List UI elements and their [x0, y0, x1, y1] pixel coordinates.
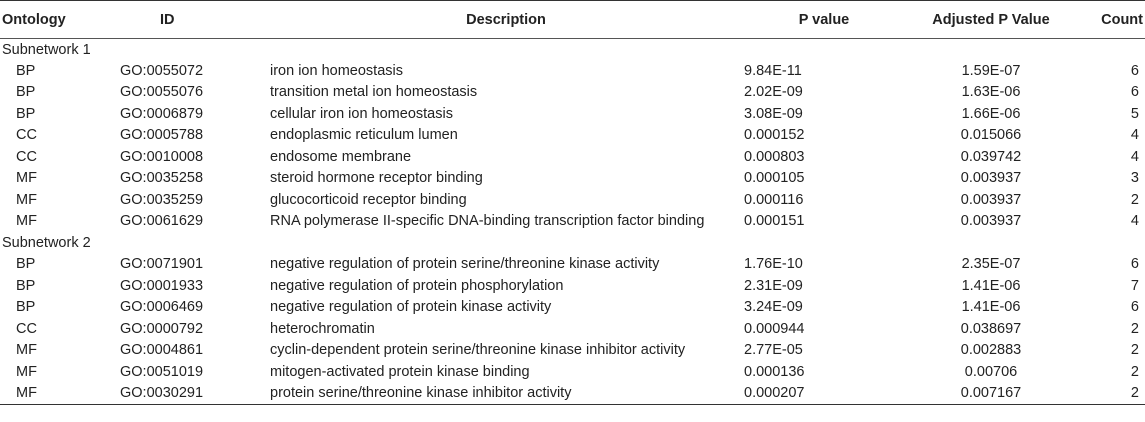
header-p-value: P value — [744, 1, 904, 39]
cell-ontology: BP — [16, 256, 36, 273]
section-row — [0, 39, 1145, 61]
cell-p-value: 0.000207 — [744, 383, 904, 405]
cell-description: protein serine/threonine kinase inhibitor activity — [268, 383, 744, 405]
cell-description: mitogen-activated protein kinase binding — [270, 363, 530, 380]
cell-count: 2 — [1130, 191, 1139, 208]
table-row — [0, 146, 1145, 168]
cell-adjusted-p-value: 1.41E-06 — [961, 277, 1021, 294]
cell-count: 2 — [1078, 383, 1145, 405]
cell-id: GO:0035259 — [120, 191, 204, 208]
cell-count: 6 — [1130, 256, 1139, 273]
cell-ontology: MF — [16, 191, 37, 208]
cell-ontology: CC — [16, 127, 37, 144]
cell-description: iron ion homeostasis — [270, 62, 403, 79]
table-row — [0, 82, 1145, 104]
cell-p-value: 0.000136 — [744, 363, 805, 380]
cell-description: negative regulation of protein serine/threonine kinase activity — [270, 256, 660, 273]
header-id: ID — [120, 1, 268, 39]
cell-id: GO:0001933 — [120, 277, 204, 294]
cell-ontology: MF — [16, 213, 37, 230]
cell-description: endosome membrane — [270, 148, 412, 165]
cell-id: GO:0010008 — [120, 148, 204, 165]
section-row — [0, 232, 1145, 254]
cell-id: GO:0004861 — [120, 342, 204, 359]
cell-count: 6 — [1130, 62, 1139, 79]
cell-adjusted-p-value: 0.002883 — [960, 342, 1022, 359]
section-label: Subnetwork 1 — [2, 41, 91, 58]
table-row — [0, 211, 1145, 233]
cell-p-value: 0.000803 — [744, 148, 805, 165]
cell-count: 4 — [1130, 148, 1139, 165]
cell-p-value: 3.24E-09 — [744, 299, 803, 316]
cell-adjusted-p-value: 0.039742 — [960, 148, 1022, 165]
cell-description: cellular iron ion homeostasis — [270, 105, 453, 122]
header-description: Description — [268, 1, 744, 39]
cell-p-value: 0.000151 — [744, 213, 805, 230]
cell-id: GO:0051019 — [120, 363, 204, 380]
cell-p-value: 0.000944 — [744, 320, 805, 337]
cell-id: GO:0030291 — [120, 383, 268, 405]
cell-p-value: 0.000152 — [744, 127, 805, 144]
cell-ontology: MF — [16, 170, 37, 187]
table-row — [0, 189, 1145, 211]
cell-id: GO:0006879 — [120, 105, 204, 122]
table-row — [0, 103, 1145, 125]
cell-adjusted-p-value: 0.003937 — [960, 191, 1022, 208]
header-adjusted-p-value: Adjusted P Value — [904, 1, 1078, 39]
cell-id: GO:0000792 — [120, 320, 204, 337]
header-ontology: Ontology — [0, 1, 120, 39]
header-count: Count — [1078, 1, 1145, 39]
cell-ontology: CC — [16, 148, 37, 165]
cell-id: GO:0005788 — [120, 127, 204, 144]
table-row — [0, 340, 1145, 362]
cell-ontology: MF — [16, 342, 37, 359]
table-row — [0, 361, 1145, 383]
cell-adjusted-p-value: 0.003937 — [960, 213, 1022, 230]
cell-id: GO:0035258 — [120, 170, 204, 187]
cell-count: 2 — [1130, 320, 1139, 337]
cell-id: GO:0061629 — [120, 213, 204, 230]
cell-id: GO:0006469 — [120, 299, 204, 316]
cell-count: 6 — [1130, 299, 1139, 316]
cell-ontology: BP — [16, 105, 36, 122]
cell-p-value: 2.31E-09 — [744, 277, 803, 294]
table-row — [0, 168, 1145, 190]
cell-adjusted-p-value: 1.59E-07 — [961, 62, 1021, 79]
table-row — [0, 60, 1145, 82]
cell-adjusted-p-value: 0.003937 — [960, 170, 1022, 187]
cell-count: 2 — [1130, 363, 1139, 380]
cell-count: 7 — [1130, 277, 1139, 294]
cell-adjusted-p-value: 1.41E-06 — [961, 299, 1021, 316]
cell-description: heterochromatin — [270, 320, 375, 337]
cell-id: GO:0071901 — [120, 256, 204, 273]
cell-count: 5 — [1130, 105, 1139, 122]
table-row — [0, 318, 1145, 340]
cell-p-value: 0.000105 — [744, 170, 805, 187]
cell-adjusted-p-value: 0.00706 — [964, 363, 1018, 380]
cell-id: GO:0055072 — [120, 62, 204, 79]
cell-ontology: BP — [16, 62, 36, 79]
cell-description: negative regulation of protein kinase activity — [270, 299, 552, 316]
cell-ontology: MF — [16, 363, 37, 380]
cell-adjusted-p-value: 0.007167 — [904, 383, 1078, 405]
section-label: Subnetwork 2 — [2, 234, 91, 251]
cell-p-value: 0.000116 — [744, 191, 804, 208]
cell-count: 2 — [1130, 342, 1139, 359]
cell-ontology: BP — [16, 84, 36, 101]
cell-count: 4 — [1130, 213, 1139, 230]
cell-ontology: MF — [0, 383, 120, 405]
cell-description: steroid hormone receptor binding — [270, 170, 483, 187]
table-row — [0, 254, 1145, 276]
table-row — [0, 125, 1145, 147]
cell-adjusted-p-value: 1.63E-06 — [961, 84, 1021, 101]
cell-p-value: 2.02E-09 — [744, 84, 803, 101]
table-row — [0, 275, 1145, 297]
cell-count: 3 — [1130, 170, 1139, 187]
cell-count: 6 — [1130, 84, 1139, 101]
cell-description: cyclin-dependent protein serine/threonine kinase inhibitor activity — [270, 342, 686, 359]
table-body — [0, 39, 1145, 405]
cell-ontology: BP — [16, 299, 36, 316]
cell-count: 4 — [1130, 127, 1139, 144]
cell-adjusted-p-value: 0.015066 — [960, 127, 1022, 144]
cell-description: RNA polymerase II-specific DNA-binding transcription factor binding — [270, 213, 705, 230]
cell-ontology: CC — [16, 320, 37, 337]
cell-id: GO:0055076 — [120, 84, 204, 101]
cell-adjusted-p-value: 2.35E-07 — [961, 256, 1021, 273]
cell-adjusted-p-value: 0.038697 — [960, 320, 1022, 337]
table-row — [0, 383, 1145, 405]
cell-description: negative regulation of protein phosphorylation — [270, 277, 564, 294]
cell-p-value: 9.84E-11 — [744, 62, 802, 79]
cell-p-value: 2.77E-05 — [744, 342, 803, 359]
cell-description: endoplasmic reticulum lumen — [270, 127, 458, 144]
cell-description: glucocorticoid receptor binding — [270, 191, 467, 208]
table-row — [0, 297, 1145, 319]
cell-p-value: 3.08E-09 — [744, 105, 803, 122]
cell-description: transition metal ion homeostasis — [270, 84, 478, 101]
cell-ontology: BP — [16, 277, 36, 294]
table-header-row — [0, 1, 1145, 39]
cell-p-value: 1.76E-10 — [744, 256, 803, 273]
cell-adjusted-p-value: 1.66E-06 — [961, 105, 1021, 122]
